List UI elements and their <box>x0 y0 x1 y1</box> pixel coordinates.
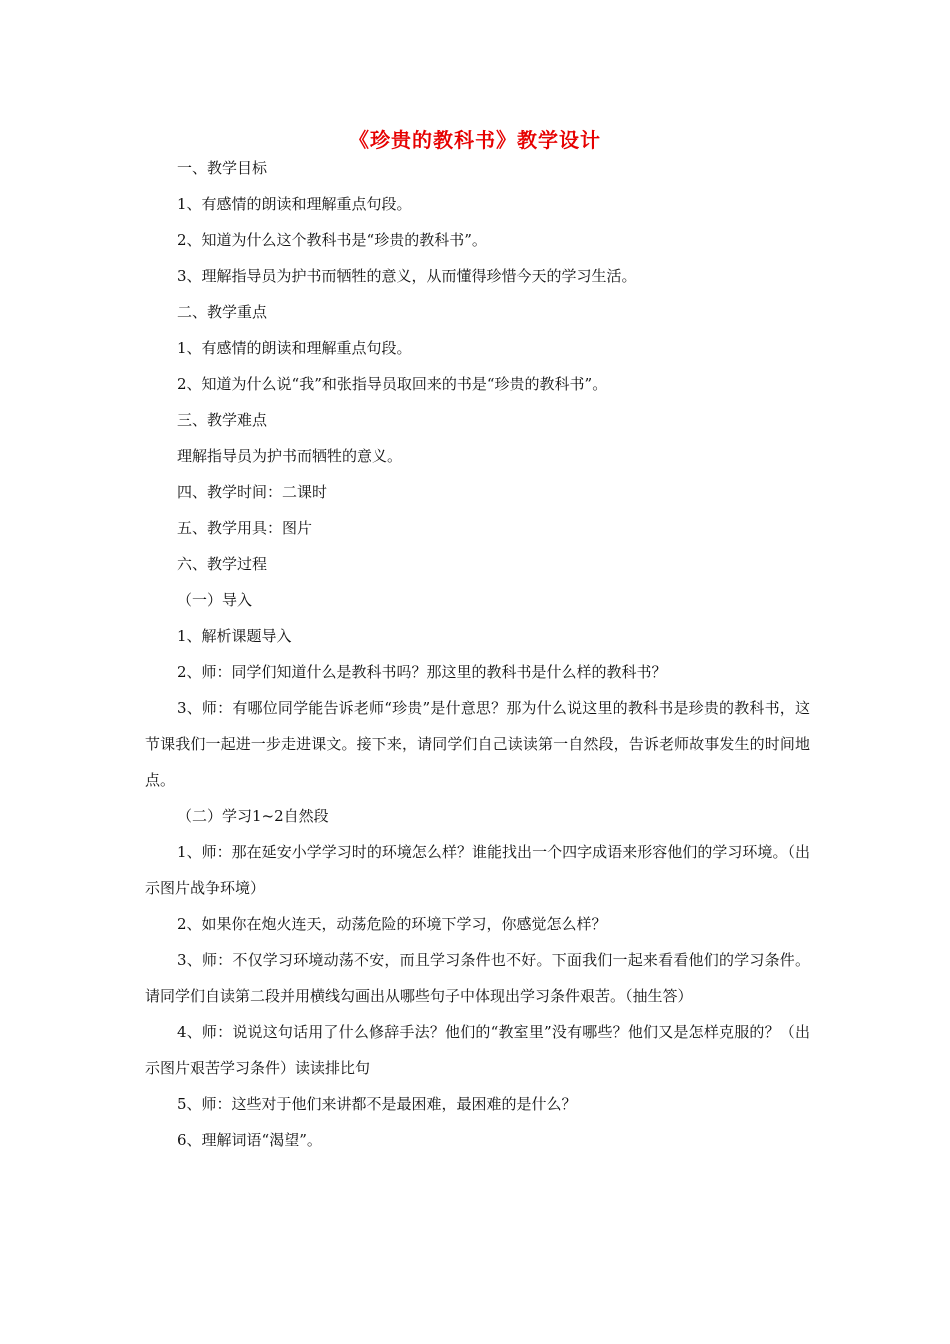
body-line: 2、师：同学们知道什么是教科书吗？那这里的教科书是什么样的教科书？ <box>177 663 667 681</box>
body-line: 2、如果你在炮火连天，动荡危险的环境下学习，你感觉怎么样？ <box>177 915 607 933</box>
body-paragraph: 4、师：说说这句话用了什么修辞手法？他们的“教室里”没有哪些？他们又是怎样克服的？（出示图片艰苦学习条件）读读排比句 <box>145 1023 810 1077</box>
body-line: 五、教学用具：图片 <box>177 519 313 537</box>
body-line: 一、教学目标 <box>177 159 268 177</box>
body-line: 六、教学过程 <box>177 555 268 573</box>
body-line: 3、理解指导员为护书而牺牲的意义，从而懂得珍惜今天的学习生活。 <box>177 267 637 285</box>
body-line: 理解指导员为护书而牺牲的意义。 <box>177 447 403 465</box>
body-line: 2、知道为什么说“我”和张指导员取回来的书是“珍贵的教科书”。 <box>177 375 608 393</box>
body-line: 二、教学重点 <box>177 303 268 321</box>
body-line: 三、教学难点 <box>177 411 268 429</box>
body-line: 5、师：这些对于他们来讲都不是最困难，最困难的是什么？ <box>177 1095 577 1113</box>
body-line: 2、知道为什么这个教科书是“珍贵的教科书”。 <box>177 231 487 249</box>
body-paragraph: 3、师：不仅学习环境动荡不安，而且学习条件也不好。下面我们一起来看看他们的学习条件。请同学们自读第二段并用横线勾画出从哪些句子中体现出学习条件艰苦。（抽生答） <box>145 951 810 1005</box>
body-line: 四、教学时间：二课时 <box>177 483 328 501</box>
body-line: 6、理解词语“渴望”。 <box>177 1131 322 1149</box>
body-line: （一）导入 <box>177 591 253 609</box>
body-line: 1、有感情的朗读和理解重点句段。 <box>177 195 412 213</box>
body-line: （二）学习1~2自然段 <box>177 807 329 825</box>
body-paragraph: 3、师：有哪位同学能告诉老师“珍贵”是什意思？那为什么说这里的教科书是珍贵的教科书，这节课我们一起进一步走进课文。接下来，请同学们自己读读第一自然段，告诉老师故事发生的时间地点。 <box>145 699 810 789</box>
document-body <box>145 150 810 1158</box>
body-line: 1、解析课题导入 <box>177 627 292 645</box>
body-line: 1、有感情的朗读和理解重点句段。 <box>177 339 412 357</box>
body-paragraph: 1、师：那在延安小学学习时的环境怎么样？谁能找出一个四字成语来形容他们的学习环境。（出示图片战争环境） <box>145 843 810 897</box>
document-title: 《珍贵的教科书》教学设计 <box>349 128 601 152</box>
